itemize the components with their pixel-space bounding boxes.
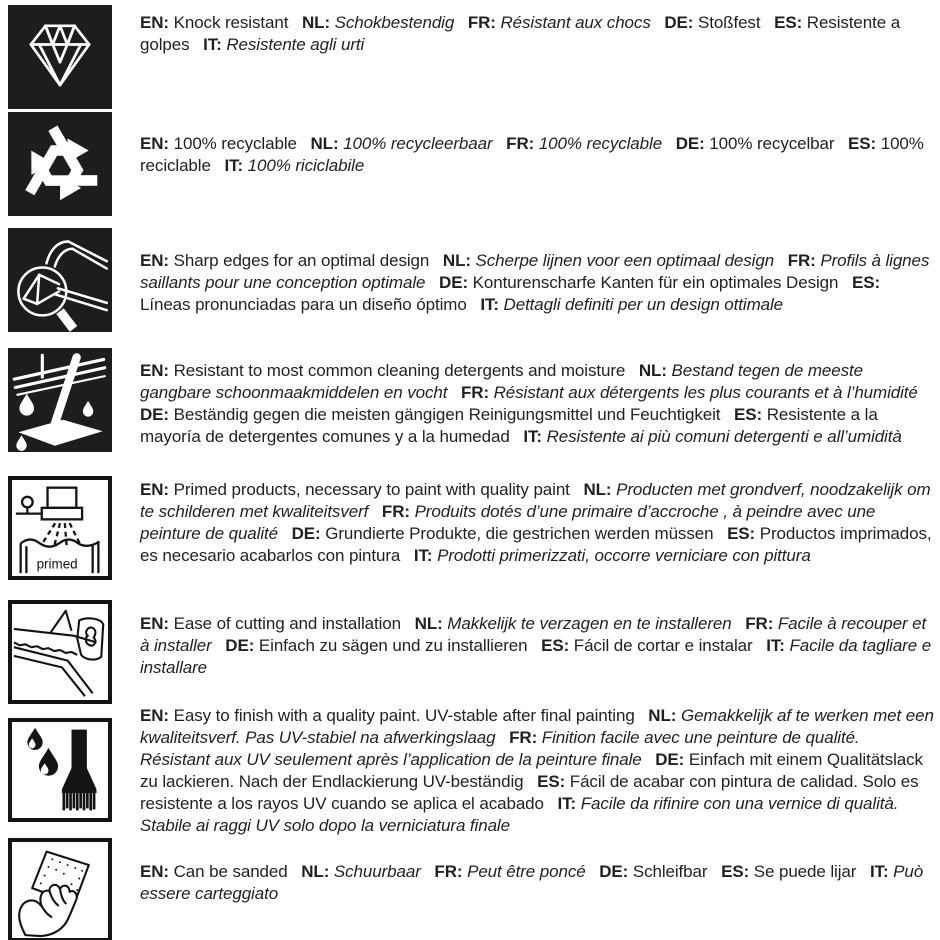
- lang-text: Ease of cutting and installation: [173, 614, 402, 633]
- lang-text: Can be sanded: [173, 862, 288, 881]
- feature-text: [140, 133, 934, 177]
- lang-text: Produits dotés d’une primaire d’accroche , à peindre avec une peinture de qualité: [140, 502, 876, 543]
- lang-entry-en: [140, 480, 570, 499]
- lang-entry-nl: [415, 614, 732, 633]
- lang-label: NL :: [639, 361, 667, 380]
- lang-entry-es: [721, 862, 856, 881]
- lang-entry-en: [140, 614, 401, 633]
- icon-box: [8, 838, 112, 940]
- lang-label: ES :: [537, 772, 565, 791]
- lang-text: Sharp edges for an optimal design: [173, 251, 430, 270]
- feature-row-1: [8, 5, 934, 109]
- feature-row-8: [8, 838, 934, 940]
- lang-text: Schokbestendig: [334, 13, 455, 32]
- lang-entry-de: [225, 636, 527, 655]
- lang-label: ES :: [852, 273, 880, 292]
- lang-label: EN :: [140, 251, 169, 270]
- lang-text: Resistente ai più comuni detergenti e all’umidità: [546, 427, 902, 446]
- lang-text: Peut être poncé: [467, 862, 586, 881]
- lang-text: Producten met grondverf, noodzakelijk om te schilderen met kwaliteitsverf: [140, 480, 931, 521]
- feature-text: [140, 12, 934, 56]
- lang-text: Dettagli definiti per un design ottimale: [503, 295, 784, 314]
- sharp-edges-magnifier-icon: [8, 228, 112, 332]
- lang-label: FR :: [788, 251, 816, 270]
- lang-label: DE :: [664, 13, 693, 32]
- lang-text: Líneas pronunciadas para un diseño óptimo: [140, 295, 467, 314]
- lang-label: FR :: [434, 862, 462, 881]
- lang-text: 100% recycelbar: [709, 134, 835, 153]
- lang-label: NL :: [583, 480, 611, 499]
- lang-label: DE :: [439, 273, 468, 292]
- lang-entry-it: [203, 35, 364, 54]
- feature-text: [140, 613, 934, 679]
- lang-entry-fr: [506, 134, 662, 153]
- lang-entry-nl: [310, 134, 492, 153]
- icon-box: [8, 600, 112, 704]
- lang-label: FR :: [468, 13, 496, 32]
- icon-box: [8, 718, 112, 822]
- lang-text: Einfach mit einem Qualitätslack zu lackieren. Nach der Endlackierung UV-beständig: [140, 750, 923, 791]
- saw-cutting-icon: [12, 604, 108, 700]
- lang-entry-it: [224, 156, 364, 175]
- lang-label: EN :: [140, 361, 169, 380]
- lang-label: IT :: [558, 794, 577, 813]
- feature-text: [140, 861, 934, 905]
- lang-label: IT :: [414, 546, 433, 565]
- lang-text: Resistente agli urti: [226, 35, 365, 54]
- lang-entry-nl: [301, 862, 421, 881]
- lang-label: FR :: [506, 134, 534, 153]
- lang-entry-en: [140, 862, 288, 881]
- lang-text: Può essere carteggiato: [140, 862, 924, 903]
- lang-label: IT :: [766, 636, 785, 655]
- sanding-hand-icon: [12, 842, 108, 938]
- lang-text: Productos imprimados, es necesario acabarlos con pintura: [140, 524, 932, 565]
- lang-label: DE :: [599, 862, 628, 881]
- lang-text: 100% recyclable: [173, 134, 297, 153]
- lang-text: 100% riciclabile: [247, 156, 365, 175]
- lang-entry-en: [140, 134, 297, 153]
- feature-row-2: [8, 112, 934, 216]
- lang-entry-it: [414, 546, 811, 565]
- lang-label: IT :: [203, 35, 222, 54]
- lang-entry-nl: [443, 251, 774, 270]
- lang-text: Finition facile avec une peinture de qualité. Résistant aux UV seulement après l’application de la peinture finale: [140, 728, 860, 769]
- lang-label: EN :: [140, 480, 169, 499]
- lang-label: ES :: [774, 13, 802, 32]
- lang-text: Makkelijk te verzagen en te installeren: [447, 614, 732, 633]
- lang-text: Resistente a la mayoría de detergentes comunes y a la humedad: [140, 405, 878, 446]
- lang-label: DE :: [655, 750, 684, 769]
- feature-row-6: [8, 600, 934, 704]
- lang-entry-nl: [302, 13, 454, 32]
- lang-label: FR :: [509, 728, 537, 747]
- feature-text: [140, 250, 934, 316]
- lang-entry-en: [140, 13, 288, 32]
- icon-box: [8, 112, 112, 216]
- lang-entry-de: [439, 273, 838, 292]
- lang-text: Schuurbaar: [333, 862, 421, 881]
- feature-row-5: [8, 476, 934, 580]
- lang-text: 100% reciclable: [140, 134, 924, 175]
- lang-label: IT :: [523, 427, 542, 446]
- lang-text: Profils à lignes saillants pour une conception optimale: [140, 251, 930, 292]
- lang-entry-de: [599, 862, 707, 881]
- diamond-icon: [8, 5, 112, 109]
- lang-text: Gemakkelijk af te werken met een kwaliteitsverf. Pas UV-stabiel na afwerkingslaag: [140, 706, 934, 747]
- lang-entry-es: [541, 636, 752, 655]
- lang-text: Se puede lijar: [753, 862, 857, 881]
- lang-label: EN :: [140, 614, 169, 633]
- lang-label: ES :: [721, 862, 749, 881]
- lang-text: Résistant aux chocs: [500, 13, 651, 32]
- lang-label: ES :: [727, 524, 755, 543]
- lang-entry-fr: [434, 862, 585, 881]
- icon-box: [8, 5, 112, 109]
- lang-label: DE :: [225, 636, 254, 655]
- recycle-icon: [8, 112, 112, 216]
- lang-entry-de: [140, 405, 720, 424]
- lang-text: Scherpe lijnen voor een optimaal design: [475, 251, 775, 270]
- lang-text: Knock resistant: [173, 13, 289, 32]
- icon-label: primed: [36, 556, 78, 572]
- icon-box: [8, 348, 112, 452]
- lang-text: Grundierte Produkte, die gestrichen werden müssen: [325, 524, 714, 543]
- feature-text: [140, 360, 934, 448]
- primed-spray-icon: [12, 480, 108, 576]
- lang-entry-it: [523, 427, 901, 446]
- lang-text: Easy to finish with a quality paint. UV-stable after final painting: [173, 706, 635, 725]
- lang-label: ES :: [848, 134, 876, 153]
- lang-label: NL :: [648, 706, 676, 725]
- lang-label: EN :: [140, 13, 169, 32]
- lang-entry-de: [664, 13, 760, 32]
- lang-label: FR :: [382, 502, 410, 521]
- lang-label: NL :: [301, 862, 329, 881]
- lang-text: Einfach zu sägen und zu installieren: [258, 636, 528, 655]
- lang-text: Prodotti primerizzati, occorre verniciare con pittura: [437, 546, 811, 565]
- lang-label: ES :: [541, 636, 569, 655]
- lang-text: Resistente a golpes: [140, 13, 901, 54]
- cleaning-mop-icon: [8, 348, 112, 452]
- lang-label: EN :: [140, 862, 169, 881]
- lang-label: NL :: [302, 13, 330, 32]
- icon-box: [8, 476, 112, 580]
- lang-entry-en: [140, 361, 625, 380]
- lang-label: ES :: [734, 405, 762, 424]
- lang-text: Facile da tagliare e installare: [140, 636, 932, 677]
- lang-entry-fr: [468, 13, 651, 32]
- lang-label: DE :: [676, 134, 705, 153]
- lang-text: Stoßfest: [697, 13, 761, 32]
- lang-label: FR :: [461, 383, 489, 402]
- feature-text: [140, 479, 934, 567]
- lang-text: Fácil de cortar e instalar: [573, 636, 753, 655]
- lang-label: EN :: [140, 706, 169, 725]
- paint-drops-brush-icon: [12, 722, 108, 818]
- lang-text: Facile da rifinire con una vernice di qualità. Stabile ai raggi UV solo dopo la verniciatura finale: [140, 794, 899, 835]
- lang-entry-fr: [461, 383, 918, 402]
- lang-label: NL :: [415, 614, 443, 633]
- lang-label: FR :: [745, 614, 773, 633]
- lang-text: 100% recyclable: [538, 134, 663, 153]
- lang-text: Résistant aux détergents les plus courants et à l’humidité: [493, 383, 918, 402]
- lang-text: Resistant to most common cleaning detergents and moisture: [173, 361, 626, 380]
- lang-text: Beständig gegen die meisten gängigen Reinigungsmittel und Feuchtigkeit: [173, 405, 721, 424]
- lang-text: Primed products, necessary to paint with quality paint: [173, 480, 570, 499]
- lang-text: Fácil de acabar con pintura de calidad. Solo es resistente a los rayos UV cuando se aplica el acabado: [140, 772, 919, 813]
- lang-label: IT :: [224, 156, 243, 175]
- feature-text: [140, 705, 934, 837]
- lang-text: 100% recycleerbaar: [343, 134, 493, 153]
- feature-row-7: [8, 706, 934, 837]
- lang-entry-de: [676, 134, 835, 153]
- icon-box: [8, 228, 112, 332]
- lang-label: IT :: [480, 295, 499, 314]
- lang-text: Konturenscharfe Kanten für ein optimales Design: [472, 273, 839, 292]
- lang-text: Bestand tegen de meeste gangbare schoonmaakmiddelen en vocht: [140, 361, 863, 402]
- lang-entry-it: [480, 295, 783, 314]
- lang-label: NL :: [310, 134, 338, 153]
- lang-text: Schleifbar: [632, 862, 708, 881]
- feature-row-4: [8, 348, 934, 452]
- feature-row-3: [8, 228, 934, 332]
- lang-entry-de: [292, 524, 714, 543]
- lang-label: DE :: [292, 524, 321, 543]
- lang-label: EN :: [140, 134, 169, 153]
- lang-entry-en: [140, 706, 635, 725]
- lang-text: Facile à recouper et à installer: [140, 614, 927, 655]
- lang-label: IT :: [870, 862, 889, 881]
- lang-entry-en: [140, 251, 429, 270]
- lang-label: DE :: [140, 405, 169, 424]
- lang-label: NL :: [443, 251, 471, 270]
